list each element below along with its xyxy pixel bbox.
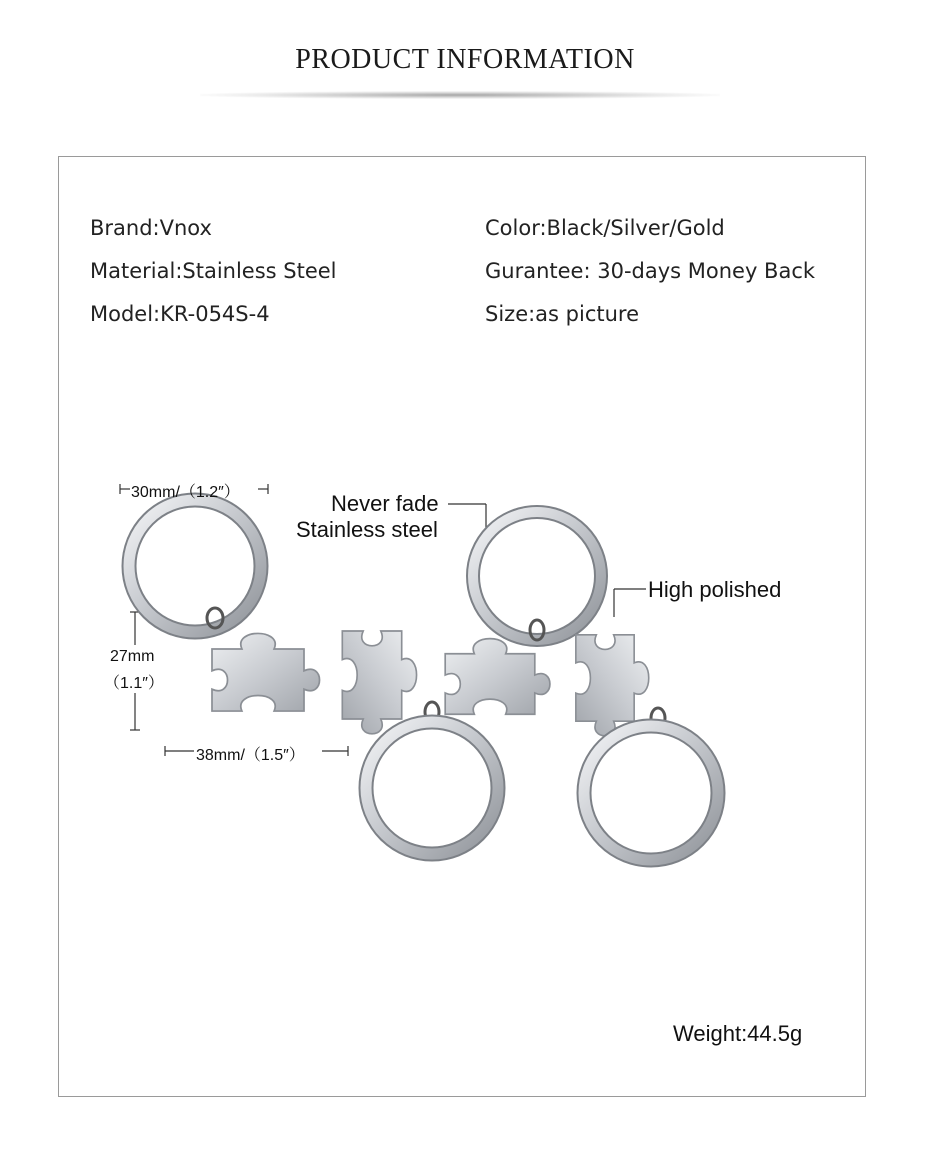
- puzzle-piece-2: [342, 631, 416, 734]
- dimension-width-bottom: 38mm/（1.5″）: [196, 747, 305, 764]
- label-weight: Weight:44.5g: [673, 1021, 803, 1046]
- keyring-bottom-right: [584, 726, 718, 860]
- label-never-fade: Never fade: [331, 491, 439, 516]
- puzzle-piece-1: [212, 633, 320, 711]
- label-high-polished: High polished: [648, 577, 782, 602]
- dimension-width-top: 30mm/（1.2″）: [131, 484, 240, 501]
- keyring-bottom-left: [366, 722, 498, 854]
- dimension-height-mm: 27mm: [110, 648, 155, 665]
- dimension-height-in: （1.1″）: [104, 675, 164, 692]
- puzzle-piece-3: [445, 639, 550, 715]
- spec-material: Material:Stainless Steel: [90, 259, 337, 283]
- spec-color: Color:Black/Silver/Gold: [485, 216, 725, 240]
- page-title: PRODUCT INFORMATION: [295, 44, 635, 75]
- spec-brand: Brand:Vnox: [90, 216, 212, 240]
- keyring-top-left: [129, 500, 261, 632]
- spec-size: Size:as picture: [485, 302, 640, 326]
- spec-guarantee: Gurantee: 30-days Money Back: [485, 259, 816, 283]
- label-stainless-steel: Stainless steel: [296, 517, 438, 542]
- spec-model: Model:KR-054S-4: [90, 302, 270, 326]
